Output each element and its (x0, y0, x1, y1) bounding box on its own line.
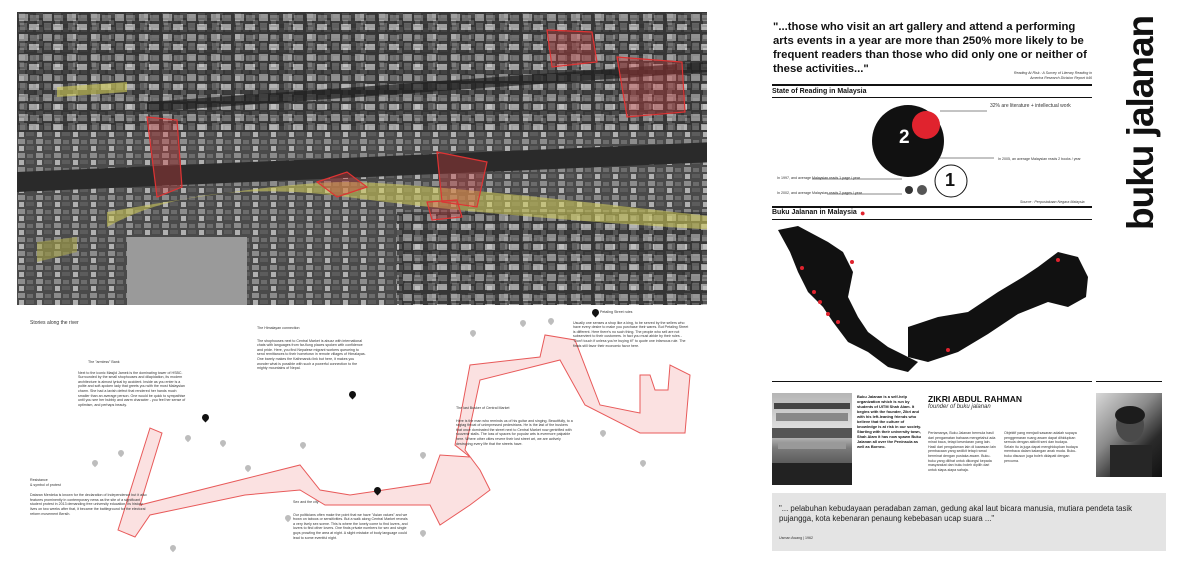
stat-big-number: 2 (899, 127, 910, 148)
founder-photo (1096, 393, 1162, 477)
vertical-title: buku jalanan (1120, 15, 1161, 230)
divider (772, 381, 1092, 382)
story-title: Sex and the city (293, 500, 319, 504)
stories-title: Stories along the river (30, 320, 79, 326)
story-block (293, 500, 408, 540)
quote-source: Reading At Risk : A Survey of Literary Reading in America Research Division Report #46 (1013, 71, 1092, 80)
bookstall-photo (772, 393, 852, 485)
divider (772, 84, 1092, 86)
story-block (456, 406, 574, 446)
annotation-2005: In 2005, an average Malaysian reads 2 books / year (998, 157, 1081, 161)
story-block (573, 310, 691, 348)
story-block (78, 360, 186, 407)
story-body: Next to the iconic Masjid Jamek is the dominating tower of HSBC. Surrounded by the small shophouses and dilapidation, its modern architecture is almost lyrical by accident. Inside as you enter is a polite and soft-spoken lady that greets you with the most Malaysian charm. She had a lavish defect that rendered her hands much smaller than an average person. One would be quick to sympathise until you see her bubbly and warm character - you feel her sense of optimism, and perhaps beauty. (78, 370, 186, 407)
story-block (30, 478, 150, 516)
section-title: State of Reading in Malaysia (772, 88, 867, 95)
divider (772, 206, 1092, 208)
story-body: Here is the man who reminds us of his guitar and singing. Beautifully, to a ragtag throat of unimpressed pedestrians. He is the last of the buskers that once dominated the street next to Central Market now gentrified with souvenir stalls. The loss of spaces for popular arts is evermore palpable here. Where other cities revere their lost street art, we are actively destroying every life that the streets have. (456, 418, 573, 446)
profile-intro: Buku Jalanan is a self-help organization which is run by students of UITM Shah Alam. It begins with the founder, Zikri and with his left-leaning friends who believe that the culture of knowledge is at risk in our society. Starting with their university town, Shah Alam it has now spawn Buku Jalanan all over the Peninsula as well as Borneo. (857, 394, 922, 449)
bottom-quote-author: Usman Awang | 1962 (779, 536, 814, 540)
story-title: Resistance & symbol of protest (30, 478, 61, 487)
story-block (257, 326, 367, 371)
story-body: Our politicians often make the point that we have "Asian values" and we frown on taboos or sensitivities. But a walk along Central Market reveals a very lively sex scene. This is where the lonely come to find lovers, and lovers to find other lovers. One finds private numbers for sex and single guys prowling the area at night. A slight mistake of body language could lead to some eventful night. (293, 512, 408, 540)
aerial-map (17, 12, 707, 305)
bottom-quote-box (772, 493, 1166, 551)
annotation-2002: In 2002, and average Malaysian reads 2 pages / year (777, 191, 862, 195)
stats-source: Source : Perpustakaan Negara Malaysia (1020, 200, 1085, 204)
founder-name: ZIKRI ABDUL RAHMAN (928, 394, 1022, 404)
quote-heading: "...those who visit an art gallery and attend a performing arts events in a year are more than 250% more likely to be frequent readers than those who did only one or neither of these activities..." (773, 21, 1087, 75)
location-pin-icon: ● (860, 208, 866, 218)
story-body: The shophouses next to Central Market is abuzz with international chats with languages from far-flung places spoken with confidence and pride. Here, you find Nepalese migrant workers queueing to send remittances to their hometown in remote villages of Himalayas. One barely makes the Kathmandu link but here, it makes you wonder what is possible with such a powerful connection to the mighty mountains of Nepal. (257, 338, 366, 371)
story-title: The "armless" Bank (88, 360, 120, 364)
annotation-1997: In 1997, and average Malaysian reads 1 page / year (777, 176, 861, 180)
peninsula-shape (778, 226, 918, 372)
bottom-quote: "... pelabuhan kebudayaan peradaban zaman, gedung akal laut bicara manusia, mutiara pendeta tasik pujangga, kota kebenaran penaung kebebasan ucap suara ..." (779, 504, 1133, 523)
stat-small-number: 1 (945, 170, 956, 190)
malaysia-map (768, 222, 1098, 372)
profile-col2: Pertamanya, Buku Jalanan bermula hasil dari pengamatan bahawa mengetahui ada minat baca, tetapi kesedaran yang lain. Hasil dari pengalaman lain di kawasan lain pembacaan yang sedikit tetapi ramai berminat dengan pustaka awam. Buku-buku yang dilihat untuk dikongsi kepada masyarakat dan buku boleh dipilih dari untuk siapa-siapa sahaja. (928, 431, 996, 472)
story-title: Petaling Street rules (600, 310, 633, 314)
story-title: The Himalayan connection (257, 326, 300, 330)
profile-col3: Objektif yang menjadi sasaran adalah supaya penggemaran ruang awam dapat dihidupkan semula dengan aktiviti seni dan budaya. Selain itu ia juga dapat menghidupkan budaya membaca dalam kalangan anak muda. Buku-buku disusun juga boleh didapati dengan percuma. (1004, 431, 1078, 463)
aerial-map-drawing (17, 12, 707, 305)
annotation-literature: 32% are literature + intellectual work (990, 103, 1071, 109)
divider (1096, 381, 1162, 382)
divider (772, 219, 1092, 220)
story-body: Usually one senses a shop like a king, to be served by the sellers who have every desire to make you purchase their wares. But Petaling Street is different. Here there's no such thing. The people who sell are not subservient to their customers. In fact you must abide by their rules - "Don't touch if unless you're buying it!" to quote one infamous rule. The finals still favor their economic favor here. (573, 320, 689, 348)
section-title: Buku Jalanan in Malaysia (772, 209, 857, 216)
borneo-shape (908, 252, 1088, 362)
story-body: Dataran Merdeka is known for the declaration of Independence but it also features prominently in contemporary news as the site of a significant student protest in 2013 demanding free university education. Its history lives on two weeks after that, it became the battleground for the electoral reform movement Bersih. (30, 493, 147, 516)
story-title: The last Busker of Central Market (456, 406, 510, 410)
founder-role: founder of buku jalanan (928, 404, 991, 410)
